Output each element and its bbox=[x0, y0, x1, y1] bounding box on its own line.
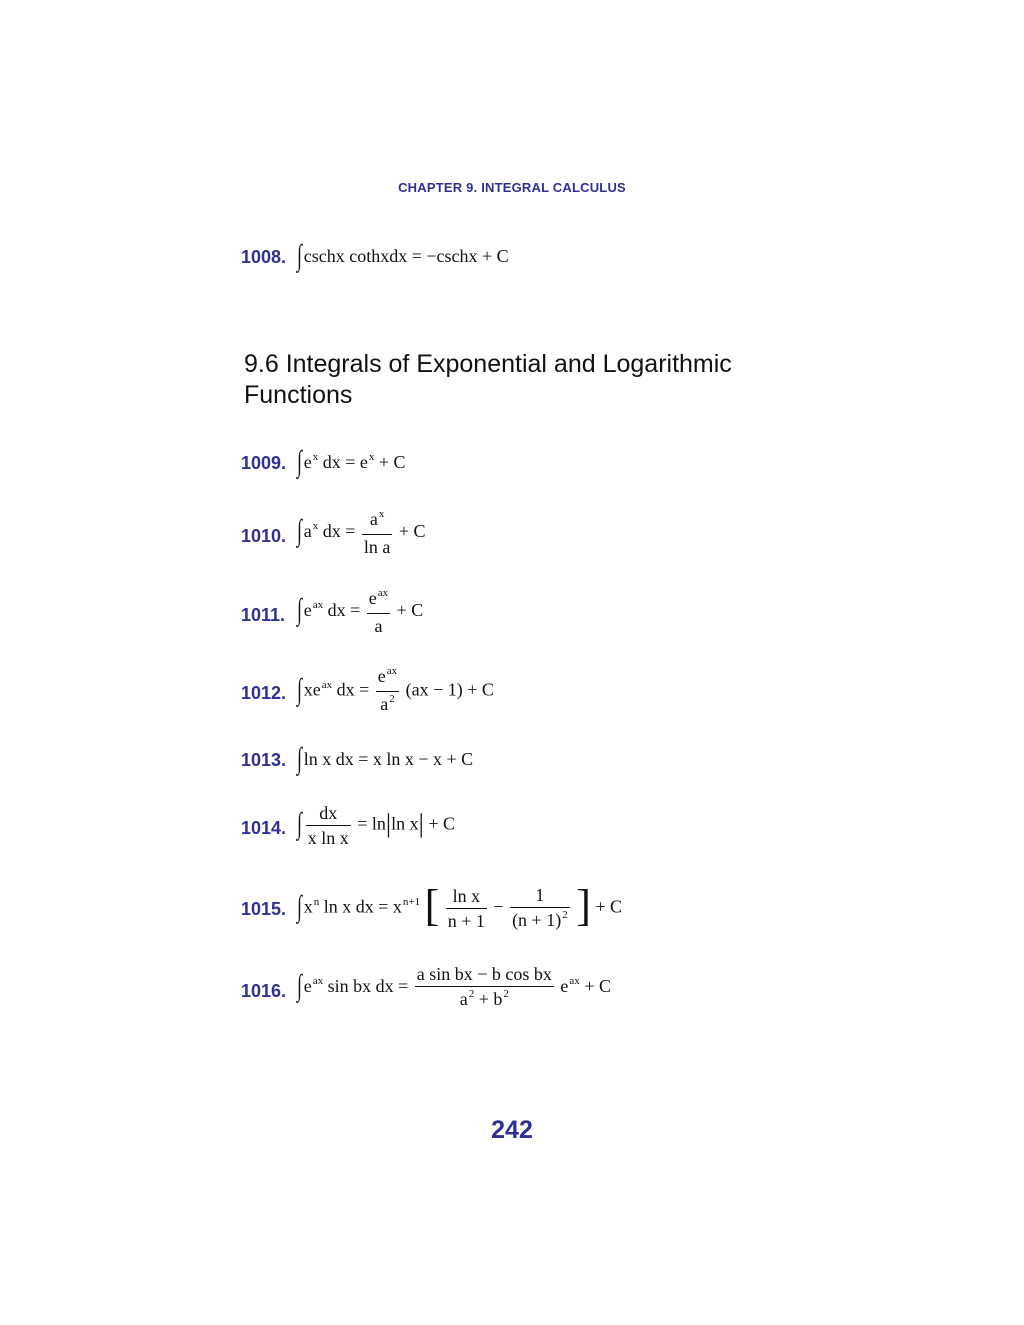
formula-1015 bbox=[297, 883, 622, 934]
formula-1011 bbox=[297, 589, 423, 635]
denominator: ln a bbox=[363, 537, 391, 557]
right-bracket: ] bbox=[576, 881, 591, 930]
numerator: e bbox=[368, 588, 377, 608]
denominator: n + 1 bbox=[447, 911, 485, 931]
exponent: ax bbox=[569, 975, 580, 988]
middle: sin bx dx = bbox=[327, 976, 409, 997]
left-bracket: [ bbox=[424, 881, 440, 930]
numerator: a bbox=[369, 509, 378, 529]
formula-number-1010: 1010. bbox=[241, 526, 287, 546]
formula-number-1015: 1015. bbox=[241, 899, 287, 919]
denominator-b: + b bbox=[478, 989, 503, 1009]
formula-text: cschx cothxdx = −cschx + C bbox=[303, 246, 509, 266]
integral-sign-icon: ∫ bbox=[297, 444, 302, 478]
fraction: $\frac{1}{(n + 1)^2}$ bbox=[512, 884, 568, 930]
formula-1010 bbox=[297, 510, 426, 556]
section-title: 9.6 Integrals of Exponential and Logarithmic Functions bbox=[244, 350, 732, 409]
fraction: $\frac{e^{ax}}{a^2}$ bbox=[377, 665, 398, 714]
end: + C bbox=[396, 600, 424, 621]
exponent: x bbox=[312, 520, 319, 533]
minus: − bbox=[493, 896, 504, 917]
integral-sign-icon: ∫ bbox=[297, 238, 302, 272]
numerator: a sin bx − b cos bx bbox=[415, 965, 554, 987]
formula-1013 bbox=[297, 741, 474, 775]
tail-base: e bbox=[560, 976, 569, 997]
integral-sign-icon: ∫ bbox=[297, 806, 302, 840]
exponent: x bbox=[312, 451, 319, 463]
base: x bbox=[303, 896, 313, 917]
page-number: 242 bbox=[491, 1116, 533, 1144]
denominator-a: a bbox=[459, 989, 468, 1009]
base: xe bbox=[303, 679, 321, 700]
formula-number-1014: 1014. bbox=[241, 818, 287, 838]
denominator: a bbox=[380, 694, 389, 714]
fraction bbox=[446, 887, 487, 930]
exponent: x bbox=[368, 451, 375, 463]
numerator: ln x bbox=[446, 887, 487, 909]
end: (ax − 1) + C bbox=[405, 679, 494, 700]
middle: dx = bbox=[322, 521, 356, 542]
abs-content: ln x bbox=[391, 813, 419, 834]
exponent: ax bbox=[321, 678, 333, 691]
fraction: $\frac{e^{ax}}{a}$ bbox=[368, 587, 389, 636]
formula-number-1011: 1011. bbox=[241, 605, 286, 625]
formula-1016 bbox=[297, 965, 611, 1011]
exponent: n+1 bbox=[402, 895, 421, 908]
end: + C bbox=[595, 896, 623, 917]
end: + C bbox=[428, 813, 456, 834]
base: a bbox=[303, 521, 312, 542]
formula-number-1013: 1013. bbox=[241, 750, 287, 770]
end: + C bbox=[378, 452, 406, 472]
denominator: x ln x bbox=[307, 828, 349, 848]
formula-1009 bbox=[297, 444, 406, 478]
exponent: n bbox=[313, 895, 320, 908]
exponent: ax bbox=[312, 975, 324, 988]
numerator: dx bbox=[306, 804, 351, 826]
numerator: 1 bbox=[510, 886, 570, 908]
formula-1014: ∫ $\frac{dx}{\text{x ln x}}$ = ln|ln x| + C bbox=[297, 803, 456, 848]
fraction bbox=[306, 804, 351, 847]
formula-1012 bbox=[297, 667, 494, 716]
running-header: CHAPTER 9. INTEGRAL CALCULUS bbox=[398, 180, 626, 195]
integral-sign-icon: ∫ bbox=[297, 672, 302, 706]
integral-sign-icon: ∫ bbox=[297, 889, 302, 923]
integral-sign-icon: ∫ bbox=[297, 593, 302, 626]
base: e bbox=[303, 600, 312, 621]
integral-sign-icon: ∫ bbox=[297, 741, 302, 775]
exponent: ax bbox=[312, 599, 324, 612]
denominator: (n + 1) bbox=[512, 909, 562, 930]
integral-sign-icon: ∫ bbox=[297, 514, 302, 547]
formula-number-1016: 1016. bbox=[241, 981, 287, 1001]
middle: = ln bbox=[357, 813, 386, 834]
end: + C bbox=[584, 976, 611, 997]
fraction: $\frac{a^x}{\text{ln a}}$ bbox=[363, 508, 391, 557]
formula-number-1008: 1008. bbox=[241, 247, 287, 267]
integral-sign-icon: ∫ bbox=[297, 969, 302, 1002]
fraction: $\frac{\text{a sin bx − b cos bx}}{a^2 + b^2}$ bbox=[416, 964, 552, 1009]
middle: dx = e bbox=[322, 452, 368, 472]
formula-number-1012: 1012. bbox=[241, 683, 287, 703]
base: e bbox=[303, 452, 312, 472]
base: e bbox=[303, 976, 312, 997]
numerator: e bbox=[377, 666, 386, 686]
middle: ln x dx = x bbox=[323, 896, 402, 917]
end: + C bbox=[398, 521, 426, 542]
middle: dx = bbox=[327, 600, 361, 621]
formula-text: ln x dx = x ln x − x + C bbox=[303, 749, 474, 769]
formula-number-1009: 1009. bbox=[241, 453, 287, 473]
formula-1008 bbox=[297, 238, 509, 272]
middle: dx = bbox=[336, 679, 370, 700]
denominator: a bbox=[374, 616, 383, 636]
